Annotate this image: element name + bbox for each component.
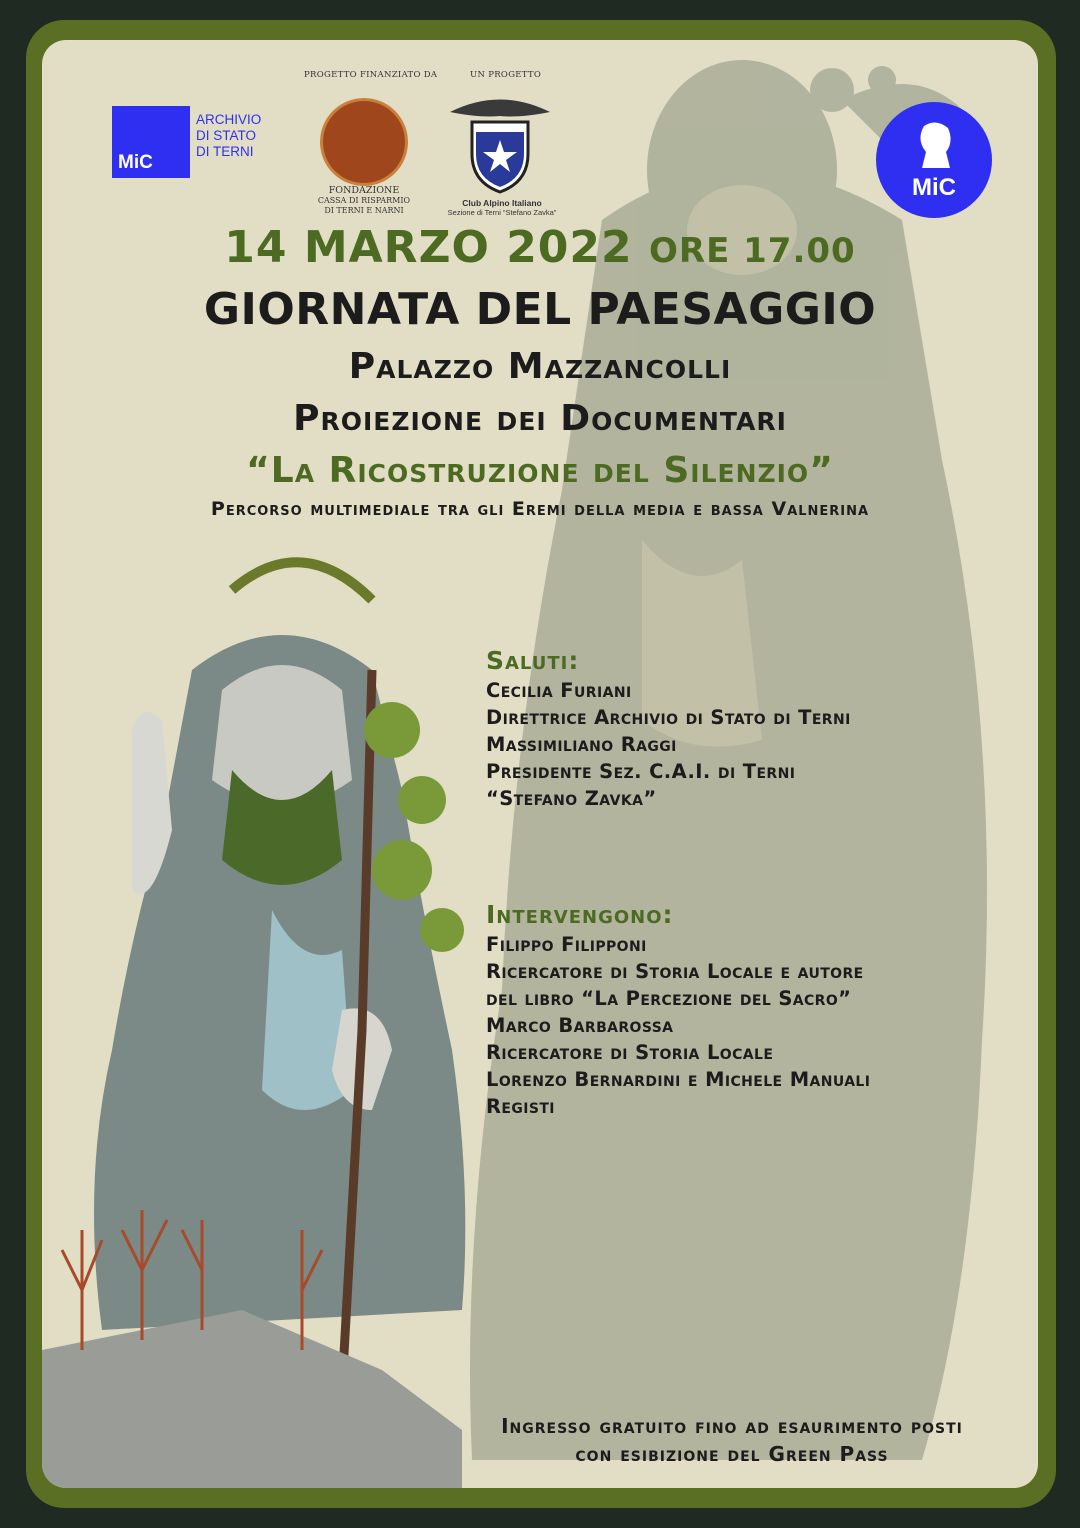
intervengono-line: Registi bbox=[486, 1095, 555, 1118]
cai-text: Club Alpino Italiano Sezione di Terni “Stefano Zavka” bbox=[447, 198, 557, 217]
saluti-line: Presidente Sez. C.A.I. di Terni bbox=[486, 760, 796, 783]
intervengono-line: Lorenzo Bernardini e Michele Manuali bbox=[486, 1068, 871, 1091]
saluti-section bbox=[486, 646, 1026, 812]
entry-notice bbox=[422, 1412, 1038, 1468]
archivio-line: ARCHIVIO bbox=[196, 112, 262, 127]
mic-bust-icon bbox=[906, 118, 962, 176]
fondazione-seal-icon bbox=[320, 98, 408, 186]
film-title: “La Ricostruzione del Silenzio” bbox=[246, 450, 834, 491]
event-title: GIORNATA DEL PAESAGGIO bbox=[203, 284, 877, 335]
progetto-finanziato-label: PROGETTO FINANZIATO DA bbox=[304, 70, 438, 80]
intervengono-line: Ricercatore di Storia Locale bbox=[486, 1041, 774, 1064]
saluti-line: Direttrice Archivio di Stato di Terni bbox=[486, 706, 851, 729]
event-place: Palazzo Mazzancolli bbox=[348, 346, 732, 387]
un-progetto-label: UN PROGETTO bbox=[470, 70, 542, 80]
saluti-heading: Saluti: bbox=[486, 646, 580, 675]
intervengono-line: del libro “La Percezione del Sacro” bbox=[486, 987, 852, 1010]
cai-eagle-logo-icon bbox=[450, 92, 550, 196]
saluti-line: “Stefano Zavka” bbox=[486, 787, 657, 810]
hermit-illustration bbox=[42, 530, 522, 1488]
intervengono-line: Marco Barbarossa bbox=[486, 1014, 674, 1037]
intervengono-heading: Intervengono: bbox=[486, 900, 674, 929]
mic-circle-logo: MiC bbox=[876, 102, 992, 218]
entry-notice-line: con esibizione del Green Pass bbox=[575, 1442, 889, 1466]
event-date: 14 MARZO 2022 ORE 17.00 bbox=[224, 222, 856, 273]
intervengono-line: Ricercatore di Storia Locale e autore bbox=[486, 960, 864, 983]
event-subtitle: Percorso multimediale tra gli Eremi della media e bassa Valnerina bbox=[210, 498, 870, 520]
archivio-line: DI TERNI bbox=[196, 144, 254, 159]
event-time: ORE 17.00 bbox=[648, 231, 856, 271]
archivio-line: DI STATO bbox=[196, 128, 257, 143]
intervengono-line: Filippo Filipponi bbox=[486, 933, 647, 956]
saluti-line: Cecilia Furiani bbox=[486, 679, 632, 702]
intervengono-section bbox=[486, 900, 1026, 1120]
event-projection: Proiezione dei Documentari bbox=[293, 398, 787, 439]
archivio-di-stato-logo: MiC ARCHIVIO DI STATO DI TERNI bbox=[112, 106, 302, 182]
entry-notice-line: Ingresso gratuito fino ad esaurimento posti bbox=[501, 1414, 963, 1438]
fondazione-text: FONDAZIONE CASSA DI RISPARMIO DI TERNI E NARNI bbox=[317, 185, 411, 215]
saluti-line: Massimiliano Raggi bbox=[486, 733, 677, 756]
poster bbox=[42, 40, 1038, 1488]
